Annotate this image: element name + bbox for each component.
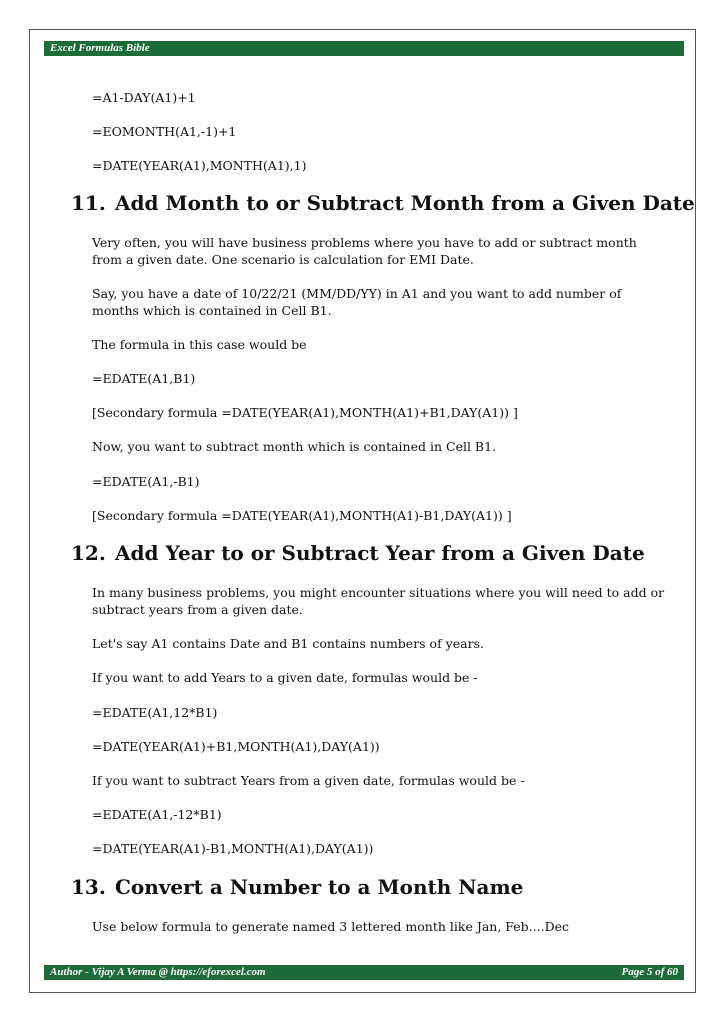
section-title: Add Month to or Subtract Month from a Given Date xyxy=(115,191,695,215)
header-bar xyxy=(44,41,684,56)
paragraph-line: subtract years from a given date. xyxy=(92,602,303,617)
section-title: Convert a Number to a Month Name xyxy=(115,875,524,899)
paragraph-line: The formula in this case would be xyxy=(92,337,307,352)
formula-line: =EDATE(A1,B1) xyxy=(92,371,196,386)
paragraph-line: If you want to add Years to a given date, formulas would be - xyxy=(92,670,478,685)
paragraph-line: Very often, you will have business problems where you have to add or subtract month xyxy=(92,235,637,250)
paragraph-line: If you want to subtract Years from a given date, formulas would be - xyxy=(92,773,525,788)
formula-line: [Secondary formula =DATE(YEAR(A1),MONTH(A1)-B1,DAY(A1)) ] xyxy=(92,508,512,523)
section-number: 13. xyxy=(71,875,106,899)
section-heading-12 xyxy=(71,540,645,566)
formula-line: =DATE(YEAR(A1),MONTH(A1),1) xyxy=(92,158,307,173)
footer-author: Author - Vijay A Verma @ https://eforexcel.com xyxy=(50,966,266,978)
formula-line: [Secondary formula =DATE(YEAR(A1),MONTH(A1)+B1,DAY(A1)) ] xyxy=(92,405,518,420)
formula-line: =EDATE(A1,-B1) xyxy=(92,474,200,489)
footer-page-number: Page 5 of 60 xyxy=(621,966,678,978)
paragraph-line: In many business problems, you might encounter situations where you will need to add or xyxy=(92,585,665,600)
section-heading-13 xyxy=(71,874,523,900)
section-number: 12. xyxy=(71,541,106,565)
paragraph-line: Let's say A1 contains Date and B1 contains numbers of years. xyxy=(92,636,484,651)
paragraph-line: Use below formula to generate named 3 lettered month like Jan, Feb....Dec xyxy=(92,919,569,934)
formula-line: =EDATE(A1,12*B1) xyxy=(92,705,218,720)
paragraph-line: months which is contained in Cell B1. xyxy=(92,303,332,318)
formula-line: =EOMONTH(A1,-1)+1 xyxy=(92,124,237,139)
paragraph-line: from a given date. One scenario is calculation for EMI Date. xyxy=(92,252,474,267)
footer-bar xyxy=(44,965,684,980)
section-heading-11 xyxy=(71,190,695,216)
paragraph-line: Now, you want to subtract month which is contained in Cell B1. xyxy=(92,439,497,454)
section-title: Add Year to or Subtract Year from a Given Date xyxy=(115,541,645,565)
formula-line: =EDATE(A1,-12*B1) xyxy=(92,807,222,822)
header-title: Excel Formulas Bible xyxy=(50,42,150,54)
formula-line: =DATE(YEAR(A1)+B1,MONTH(A1),DAY(A1)) xyxy=(92,739,380,754)
paragraph-line: Say, you have a date of 10/22/21 (MM/DD/YY) in A1 and you want to add number of xyxy=(92,286,622,301)
formula-line: =DATE(YEAR(A1)-B1,MONTH(A1),DAY(A1)) xyxy=(92,841,374,856)
section-number: 11. xyxy=(71,191,106,215)
formula-line: =A1-DAY(A1)+1 xyxy=(92,90,196,105)
